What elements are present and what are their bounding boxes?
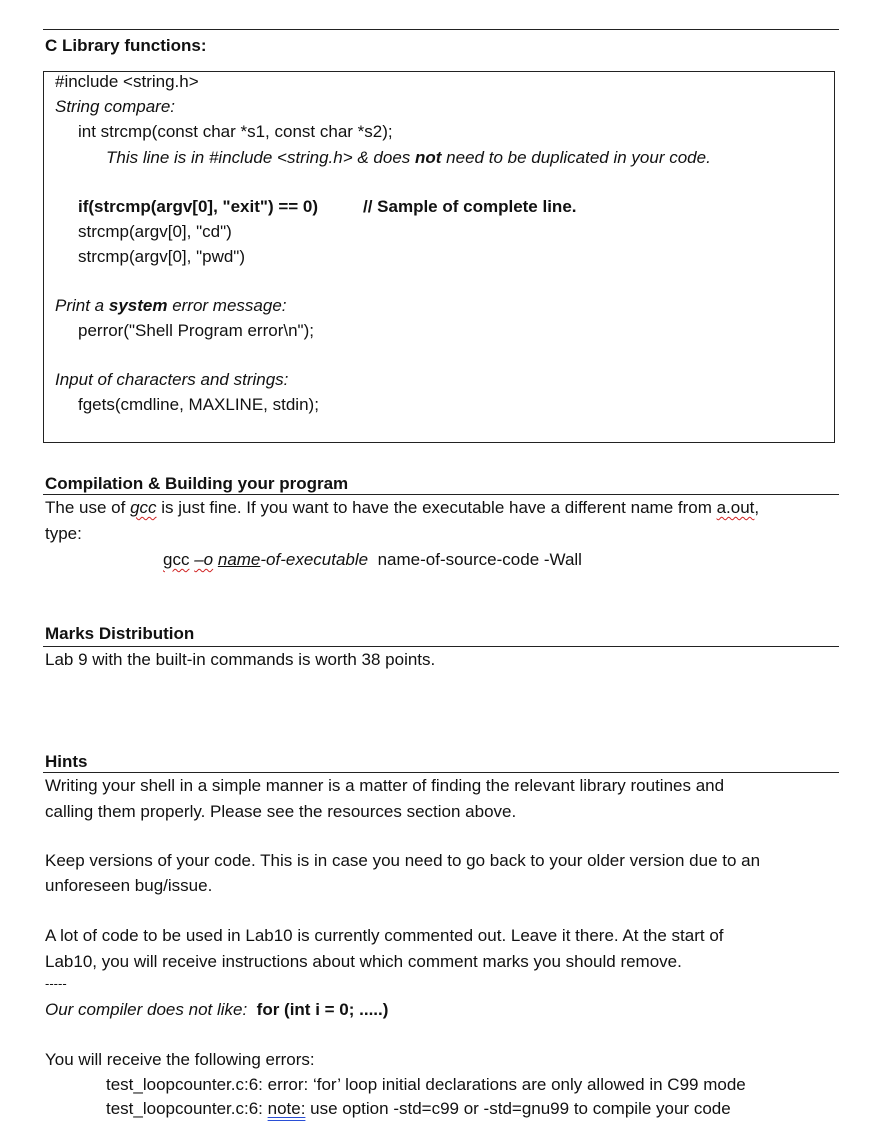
compilation-paragraph: The use of gcc is just fine. If you want to have the executable have a different name from a.out, — [45, 498, 760, 517]
compilation-rule — [43, 494, 839, 495]
strcmp-cd-line: strcmp(argv[0], "cd") — [78, 222, 232, 241]
section-heading-compilation: Compilation & Building your program — [45, 474, 349, 493]
compiler-line: Our compiler does not like: for (int i = 0; .....) — [45, 1000, 389, 1019]
hints-para2-line1: Keep versions of your code. This is in case you need to go back to your older version due to an — [45, 851, 761, 870]
hints-para2-line2: unforeseen bug/issue. — [45, 876, 213, 895]
dash-separator: ----- — [45, 976, 67, 991]
sample-line: if(strcmp(argv[0], "exit") == 0) — [78, 197, 319, 216]
strcmp-pwd-line: strcmp(argv[0], "pwd") — [78, 247, 245, 266]
errors-intro: You will receive the following errors: — [45, 1050, 315, 1069]
hints-para1-line2: calling them properly. Please see the resources section above. — [45, 802, 517, 821]
string-compare-label: String compare: — [55, 97, 175, 116]
input-label: Input of characters and strings: — [55, 370, 289, 389]
hints-para3-line1: A lot of code to be used in Lab10 is currently commented out. Leave it there. At the start of — [45, 926, 724, 945]
marks-text: Lab 9 with the built-in commands is worth 38 points. — [45, 650, 436, 669]
include-line: #include <string.h> — [55, 72, 199, 91]
perror-line: perror("Shell Program error\n"); — [78, 321, 314, 340]
include-note: This line is in #include <string.h> & does not need to be duplicated in your code. — [106, 148, 711, 167]
section-heading-hints: Hints — [45, 752, 88, 771]
strcmp-prototype: int strcmp(const char *s1, const char *s2); — [78, 122, 393, 141]
error-line-1: test_loopcounter.c:6: error: ‘for’ loop initial declarations are only allowed in C99 mode — [106, 1075, 746, 1094]
hints-para3-line2: Lab10, you will receive instructions about which comment marks you should remove. — [45, 952, 682, 971]
system-error-label: Print a system error message: — [55, 296, 287, 315]
hints-rule — [43, 772, 839, 773]
type-word: type: — [45, 524, 82, 543]
sample-comment: // Sample of complete line. — [363, 197, 577, 216]
section-heading-library: C Library functions: — [45, 36, 207, 55]
gcc-command: gcc –o name-of-executable name-of-source-code -Wall — [163, 550, 582, 569]
hints-para1-line1: Writing your shell in a simple manner is a matter of finding the relevant library routines and — [45, 776, 725, 795]
fgets-line: fgets(cmdline, MAXLINE, stdin); — [78, 395, 319, 414]
error-line-2: test_loopcounter.c:6: note: use option -std=c99 or -std=gnu99 to compile your code — [106, 1099, 731, 1118]
section-heading-marks: Marks Distribution — [45, 624, 195, 643]
marks-rule — [43, 646, 839, 647]
top-rule — [43, 29, 839, 30]
